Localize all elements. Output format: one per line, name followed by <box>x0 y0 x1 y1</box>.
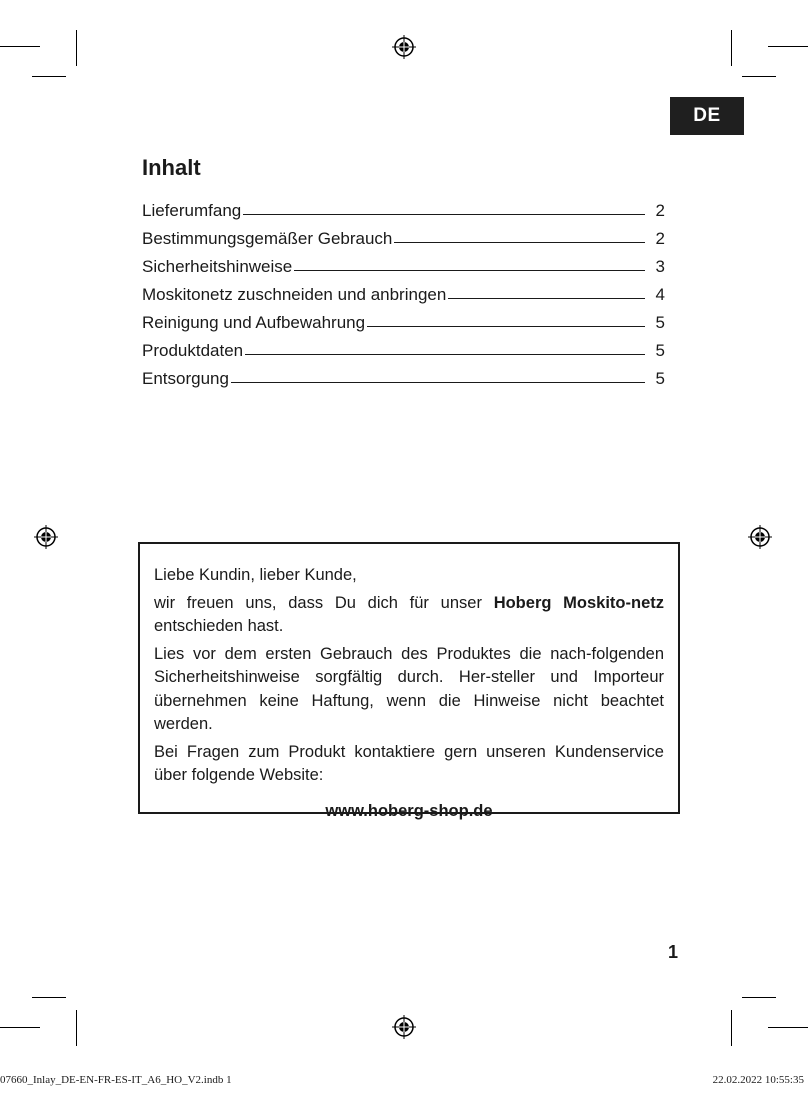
website-link[interactable]: www.hoberg-shop.de <box>325 801 493 820</box>
notice-contact: Bei Fragen zum Produkt kontaktiere gern unseren Kundenservice über folgende Website: <box>154 742 664 784</box>
crop-mark <box>76 30 77 66</box>
language-tab: DE <box>670 97 744 135</box>
toc-leader <box>394 242 645 243</box>
toc-entry <box>142 361 665 389</box>
crop-mark <box>32 997 66 998</box>
notice-intro <box>154 592 664 639</box>
toc-entry-label: Reinigung und Aufbewahrung <box>142 313 366 332</box>
toc-entry <box>142 221 665 249</box>
toc-entry-label: Moskitonetz zuschneiden und anbringen <box>142 285 447 304</box>
crop-mark <box>0 1027 40 1028</box>
toc-entry-page: 5 <box>655 369 665 388</box>
toc-leader <box>231 382 645 383</box>
print-slug-timestamp: 22.02.2022 10:55:35 <box>712 1074 804 1086</box>
product-name: Hoberg Moskito-netz <box>493 593 665 612</box>
crop-mark <box>768 46 808 47</box>
toc-entry-label: Sicherheitshinweise <box>142 257 293 276</box>
toc-leader <box>294 270 645 271</box>
toc-leader <box>243 214 645 215</box>
toc-entry-page: 2 <box>655 229 665 248</box>
crop-mark <box>76 1010 77 1046</box>
crop-mark <box>742 76 776 77</box>
toc-entry-label: Entsorgung <box>142 369 229 388</box>
page-number: 1 <box>668 942 679 962</box>
toc-title: Inhalt <box>142 155 201 180</box>
customer-notice-box <box>138 542 680 820</box>
crop-mark <box>768 1027 808 1028</box>
toc-entry-page: 2 <box>655 201 665 220</box>
toc-entry-page: 4 <box>655 285 665 304</box>
registration-mark-icon <box>392 35 416 59</box>
toc-entry <box>142 305 665 333</box>
toc-entry <box>142 193 665 221</box>
crop-mark <box>32 76 66 77</box>
toc-entry-label: Lieferumfang <box>142 201 242 220</box>
registration-mark-icon <box>392 1015 416 1039</box>
toc-entry-page: 5 <box>655 313 665 332</box>
registration-mark-icon <box>34 525 58 549</box>
toc-entry <box>142 277 665 305</box>
toc-entry-page: 5 <box>655 341 665 360</box>
notice-greeting: Liebe Kundin, lieber Kunde, <box>154 566 357 584</box>
registration-mark-icon <box>748 525 772 549</box>
toc-entry-page: 3 <box>655 257 665 276</box>
crop-mark <box>731 1010 732 1046</box>
crop-mark <box>0 46 40 47</box>
print-slug-file: 07660_Inlay_DE-EN-FR-ES-IT_A6_HO_V2.indb 1 <box>0 1074 232 1086</box>
toc-entry <box>142 333 665 361</box>
crop-mark <box>731 30 732 66</box>
notice-intro-end: entschieden hast. <box>154 617 284 635</box>
table-of-contents <box>142 193 665 389</box>
toc-entry <box>142 249 665 277</box>
notice-intro-text: wir freuen uns, dass Du dich für unser <box>154 593 494 612</box>
toc-leader <box>245 354 645 355</box>
notice-instructions: Lies vor dem ersten Gebrauch des Produktes die nach-folgenden Sicherheitshinweise sorgfältig durch. Her-steller und Importeur übernehmen keine Haftung, wenn die Hinweise nicht beachtet werden. <box>154 644 664 733</box>
toc-leader <box>367 326 645 327</box>
toc-leader <box>448 298 645 299</box>
toc-entry-label: Produktdaten <box>142 341 244 360</box>
toc-entry-label: Bestimmungsgemäßer Gebrauch <box>142 229 393 248</box>
crop-mark <box>742 997 776 998</box>
